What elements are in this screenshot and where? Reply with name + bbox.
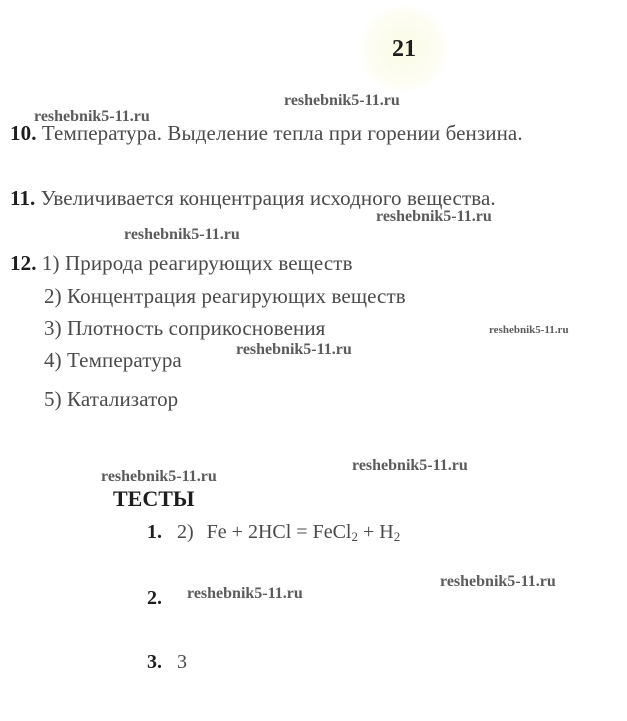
test-number: 1. [147,521,162,543]
sublist-item: 5) Катализатор [44,387,179,411]
item-text: Увеличивается концентрация исходного вещества. [40,186,496,210]
sublist-item: 3) Плотность соприкосновения [44,316,326,340]
test-choice: 3 [177,651,187,673]
page-number-badge [358,6,450,92]
test-choice: 2) [177,521,194,543]
item-number: 10. [10,121,37,145]
item-number: 11. [10,186,36,210]
item-number: 12. [10,251,37,275]
test-answer-1 [147,521,400,545]
watermark: reshebnik5-11.ru [236,341,352,358]
item-text: 1) Природа реагирующих веществ [41,251,353,275]
watermark: reshebnik5-11.ru [376,208,492,225]
answer-item-10 [10,121,523,146]
watermark: reshebnik5-11.ru [34,108,150,125]
answer-item-12 [10,251,353,276]
sublist-item: 4) Температура [44,348,182,372]
answer-item-11 [10,186,496,211]
watermark: reshebnik5-11.ru [440,573,556,590]
equation: Fe + 2HCl = FeCl$_2$ + $H_2$ [206,521,401,544]
watermark: reshebnik5-11.ru [489,324,569,336]
item-text: Температура. Выделение тепла при горении бензина. [41,121,523,145]
watermark: reshebnik5-11.ru [284,92,400,109]
test-answer-2 [147,587,162,610]
tests-title: ТЕСТЫ [113,486,195,511]
page-number: 21 [392,36,416,62]
watermark: reshebnik5-11.ru [187,585,303,602]
watermark: reshebnik5-11.ru [101,468,217,485]
watermark: reshebnik5-11.ru [124,226,240,243]
test-number: 3. [147,651,162,673]
test-answer-3 [147,651,187,674]
sublist-item: 2) Концентрация реагирующих веществ [44,284,406,308]
test-number: 2. [147,587,162,609]
watermark: reshebnik5-11.ru [352,457,468,474]
